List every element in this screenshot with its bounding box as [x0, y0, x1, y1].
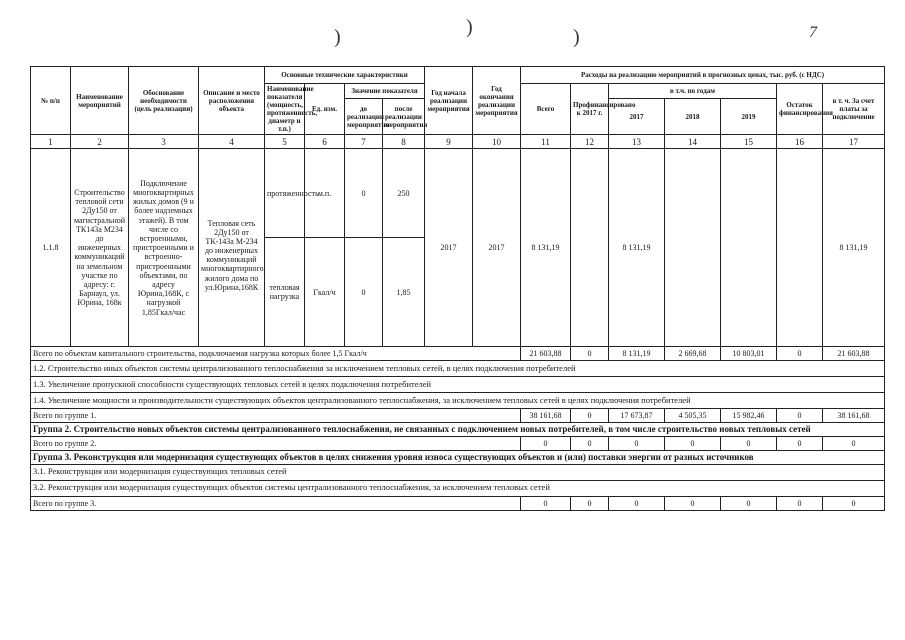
section-title: 1.2. Строительство иных объектов системы централизованного теплоснабжения за исключением тепловых сетей, в целях подключения потребителей	[31, 361, 885, 377]
header-name: Наименование мероприятий	[71, 67, 129, 135]
section-row	[31, 377, 885, 393]
item-2019	[721, 149, 777, 347]
item-reason: Подключение многоквартирных жилых домов (9 и более надземных этажей). В том числе со встроенными, пристроенными и встроенно-пристроенными объектами, по адресу Юрина,168К, с нагрузкой 1,85Гкал/час	[129, 149, 199, 347]
col-number: 12	[571, 135, 609, 149]
scan-mark: )	[573, 26, 580, 48]
summary-row	[31, 347, 885, 361]
summary-2018: 0	[665, 496, 721, 510]
summary-label: Всего по группе 3.	[31, 496, 521, 510]
item-num: 1.1.8	[31, 149, 71, 347]
col-number: 4	[199, 135, 265, 149]
section-title: 3.1. Реконструкция или модернизация существующих тепловых сетей	[31, 464, 885, 480]
header-value-group: Значение показателя	[345, 84, 425, 99]
header-costs-group: Расходы на реализацию мероприятий в прогнозных ценах, тыс. руб. (с НДС)	[521, 67, 885, 84]
item-year-end: 2017	[473, 149, 521, 347]
item-unit: м.п.	[305, 149, 345, 238]
summary-total: 0	[521, 496, 571, 510]
summary-total: 38 161,68	[521, 409, 571, 423]
header-unit: Ед. изм.	[305, 84, 345, 135]
col-number: 14	[665, 135, 721, 149]
section-title: 1.4. Увеличение мощности и производительности существующих объектов централизованного теплоснабжения, за исключением тепловых сетей в целях подключения потребителей	[31, 393, 885, 409]
summary-2019: 0	[721, 437, 777, 451]
summary-row	[31, 409, 885, 423]
summary-funded: 0	[571, 496, 609, 510]
summary-incl: 0	[823, 437, 885, 451]
col-number: 2	[71, 135, 129, 149]
summary-incl: 21 603,88	[823, 347, 885, 361]
item-funded	[571, 149, 609, 347]
col-number: 9	[425, 135, 473, 149]
col-number: 7	[345, 135, 383, 149]
header-2017: 2017	[609, 99, 665, 135]
summary-label: Всего по объектам капитального строительства, подключаемая нагрузка которых более 1,5 Гкал/ч	[31, 347, 521, 361]
header-2019: 2019	[721, 99, 777, 135]
summary-remainder: 0	[777, 409, 823, 423]
item-remainder	[777, 149, 823, 347]
summary-remainder: 0	[777, 496, 823, 510]
item-before: 0	[345, 149, 383, 238]
col-number: 8	[383, 135, 425, 149]
summary-2017: 8 131,19	[609, 347, 665, 361]
measures-table	[30, 66, 885, 511]
summary-row	[31, 437, 885, 451]
section-row	[31, 361, 885, 377]
col-number: 11	[521, 135, 571, 149]
header-year-start: Год начала реализации мероприятия	[425, 67, 473, 135]
item-param: протяженность	[265, 149, 305, 238]
group-title: Группа 2. Строительство новых объектов системы централизованного теплоснабжения, не связанных с подключением новых потребителей, в том числе строительство новых тепловых сетей	[31, 423, 885, 437]
header-num: № п/п	[31, 67, 71, 135]
summary-label: Всего по группе 2.	[31, 437, 521, 451]
item-total: 8 131,19	[521, 149, 571, 347]
section-title: 1.3. Увеличение пропускной способности существующих тепловых сетей в целях подключения потребителей	[31, 377, 885, 393]
summary-row	[31, 496, 885, 510]
item-after: 250	[383, 149, 425, 238]
summary-incl: 38 161,68	[823, 409, 885, 423]
summary-2019: 15 982,46	[721, 409, 777, 423]
header-after: после реализации мероприятия	[383, 99, 425, 135]
table-row	[31, 149, 885, 238]
summary-2017: 17 673,87	[609, 409, 665, 423]
group-row	[31, 423, 885, 437]
summary-2019: 0	[721, 496, 777, 510]
item-after: 1,85	[383, 238, 425, 347]
header-reason: Обоснование необходимости (цель реализации)	[129, 67, 199, 135]
section-row	[31, 393, 885, 409]
col-number: 1	[31, 135, 71, 149]
summary-incl: 0	[823, 496, 885, 510]
summary-total: 21 603,88	[521, 347, 571, 361]
col-number: 13	[609, 135, 665, 149]
item-before: 0	[345, 238, 383, 347]
header-before: до реализации мероприятия	[345, 99, 383, 135]
col-number: 5	[265, 135, 305, 149]
section-title: 3.2. Реконструкция или модернизация существующих объектов системы централизованного теплоснабжения, за исключением тепловых сетей	[31, 480, 885, 496]
summary-funded: 0	[571, 437, 609, 451]
summary-label: Всего по группе 1.	[31, 409, 521, 423]
scan-mark: )	[466, 16, 473, 38]
item-unit: Гкал/ч	[305, 238, 345, 347]
summary-2017: 0	[609, 496, 665, 510]
header-remainder: Остаток финансирования	[777, 84, 823, 135]
group-row	[31, 451, 885, 465]
summary-total: 0	[521, 437, 571, 451]
summary-remainder: 0	[777, 347, 823, 361]
column-numbers-row	[31, 135, 885, 149]
scan-mark: )	[334, 26, 341, 48]
item-desc: Тепловая сеть 2Ду150 от ТК-143а М-234 до инженерных коммуникаций многоквартирного жилого дома по ул.Юрина,168К	[199, 149, 265, 347]
item-year-start: 2017	[425, 149, 473, 347]
header-years-group: в т.ч. по годам	[609, 84, 777, 99]
item-param: тепловая нагрузка	[265, 238, 305, 347]
group-title: Группа 3. Реконструкция или модернизация существующих объектов в целях снижения уровня износа существующих объектов и (или) поставки энергии от разных источников	[31, 451, 885, 465]
header-funded: Профинансировано к 2017 г.	[571, 84, 609, 135]
section-row	[31, 480, 885, 496]
header-desc: Описание и место расположения объекта	[199, 67, 265, 135]
summary-2019: 10 803,01	[721, 347, 777, 361]
summary-2018: 4 505,35	[665, 409, 721, 423]
item-incl: 8 131,19	[823, 149, 885, 347]
header-year-end: Год окончания реализации мероприятия	[473, 67, 521, 135]
col-number: 17	[823, 135, 885, 149]
col-number: 3	[129, 135, 199, 149]
header-total: Всего	[521, 84, 571, 135]
page-number: 7	[809, 24, 817, 41]
header-incl: в т. ч. За счет платы за подключение	[823, 84, 885, 135]
item-name: Строительство тепловой сети 2Ду150 от магистральной ТК143а М234 до инженерных коммуникаций на земельном участке по адресу: г. Барнаул, ул. Юрина, 168к	[71, 149, 129, 347]
header-tech-group: Основные технические характеристики	[265, 67, 425, 84]
summary-funded: 0	[571, 347, 609, 361]
col-number: 10	[473, 135, 521, 149]
header-2018: 2018	[665, 99, 721, 135]
section-row	[31, 464, 885, 480]
col-number: 6	[305, 135, 345, 149]
summary-2018: 0	[665, 437, 721, 451]
item-2018	[665, 149, 721, 347]
header-param: Наименование показателя (мощность, протяженность, диаметр и т.п.)	[265, 84, 305, 135]
summary-remainder: 0	[777, 437, 823, 451]
item-2017: 8 131,19	[609, 149, 665, 347]
summary-2017: 0	[609, 437, 665, 451]
summary-funded: 0	[571, 409, 609, 423]
col-number: 15	[721, 135, 777, 149]
col-number: 16	[777, 135, 823, 149]
summary-2018: 2 669,68	[665, 347, 721, 361]
